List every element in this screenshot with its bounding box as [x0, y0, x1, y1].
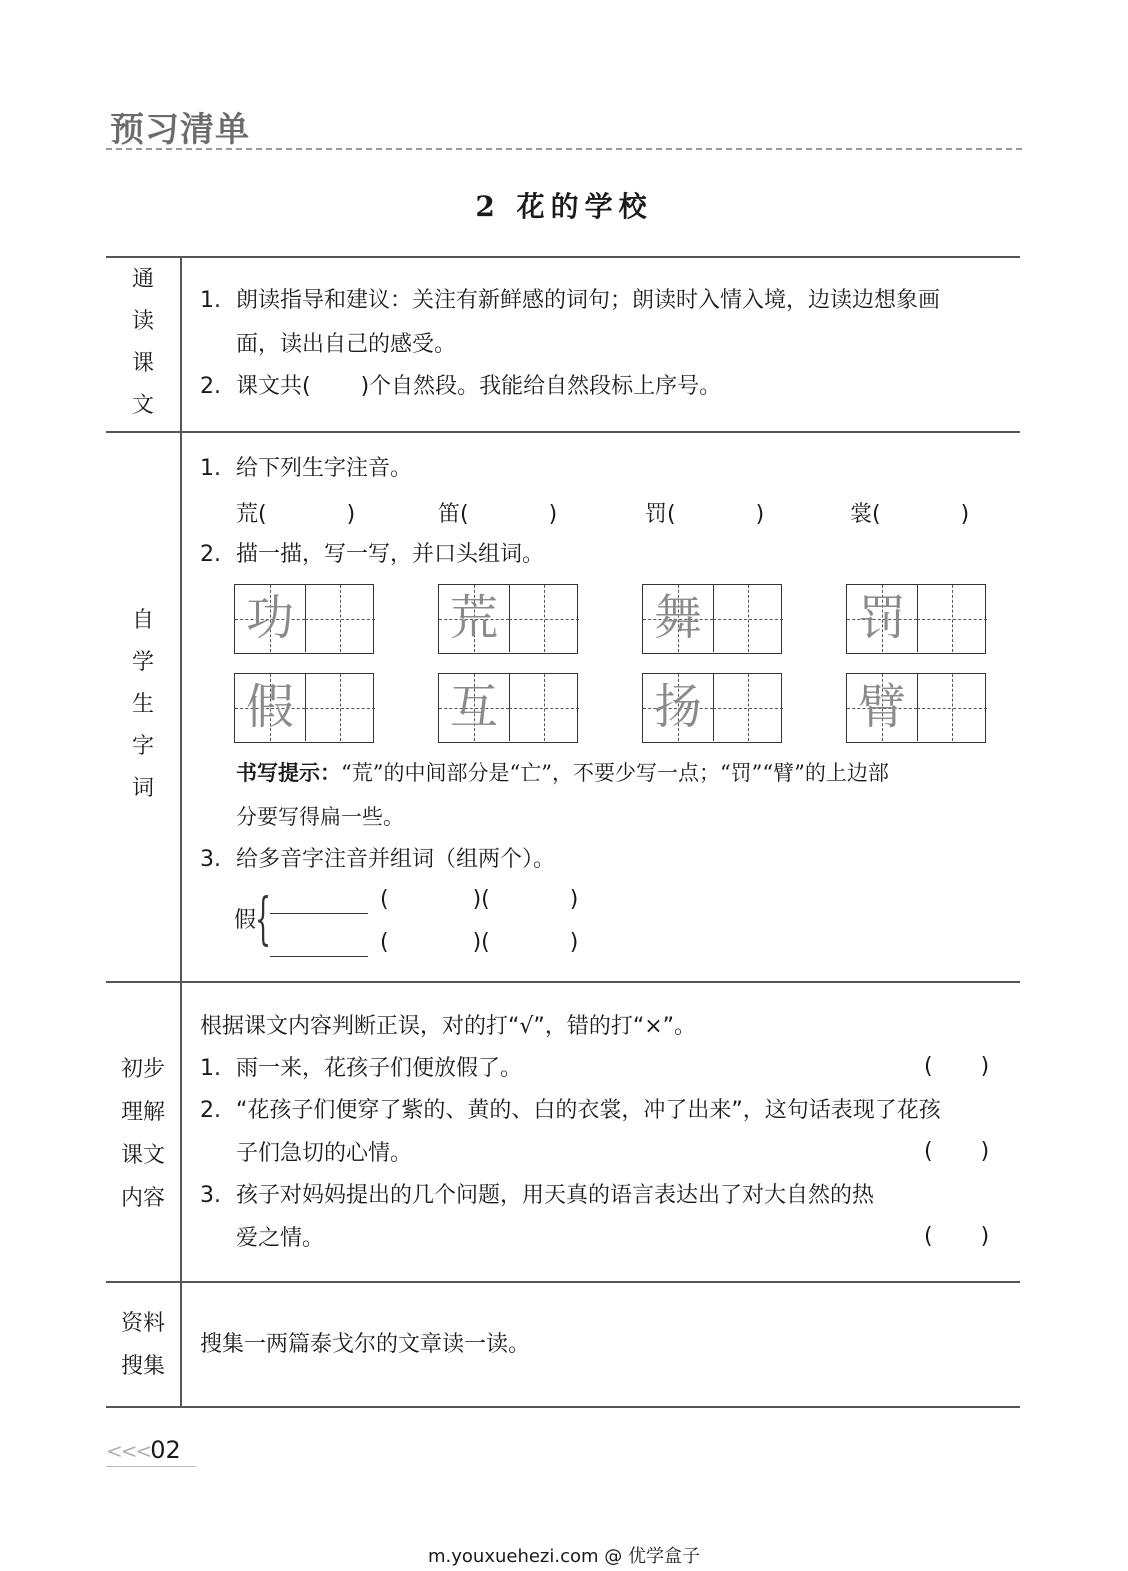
writing-grid[interactable]: [642, 584, 782, 654]
s3-intro: 根据课文内容判断正误，对的打“√”，错的打“×”。: [200, 1014, 697, 1039]
judge-blank-2[interactable]: ( ): [924, 1139, 990, 1164]
s2-q1: 1. 给下列生字注音。: [200, 456, 413, 481]
brace: {: [255, 887, 272, 952]
section-label-understanding: 初步 理解 课文 内容: [120, 1057, 165, 1211]
table-top-border: [106, 256, 1020, 258]
s2-q2: 2. 描一描，写一写，并口头组词。: [200, 542, 545, 567]
writing-grid[interactable]: [846, 673, 986, 743]
pinyin-line-2[interactable]: [270, 956, 368, 957]
writing-grid[interactable]: [234, 584, 374, 654]
pinyin-blank-2[interactable]: 笛( ): [438, 502, 558, 527]
pinyin-blank-3[interactable]: 罚( ): [645, 502, 765, 527]
polyphonic-character: 假: [234, 908, 257, 933]
s3-item-1: 1. 雨一来，花孩子们便放假了。: [200, 1056, 523, 1081]
word-blanks-2[interactable]: ( )( ): [380, 930, 579, 955]
table-bottom-border: [106, 1406, 1020, 1408]
writing-tip-line1: 书写提示：“荒”的中间部分是“亡”，不要少写一点；“罚”“臂”的上边部: [236, 761, 889, 785]
judge-blank-1[interactable]: ( ): [924, 1054, 990, 1079]
section-divider-3: [106, 1281, 1020, 1283]
writing-tip-label: 书写提示：: [236, 761, 341, 785]
s1-item-1-line2: 面，读出自己的感受。: [236, 332, 457, 357]
section-divider-2: [106, 981, 1020, 983]
page-header-title: 预习清单: [110, 110, 250, 150]
word-blanks-1[interactable]: ( )( ): [380, 887, 579, 912]
chevron-left-icon: <<<: [106, 1439, 151, 1463]
trace-character: 舞: [653, 590, 702, 646]
pinyin-blank-4[interactable]: 裳( ): [850, 502, 970, 527]
section-label-read-text: 通 读 课 文: [131, 267, 154, 418]
section-divider-1: [106, 431, 1020, 433]
s1-item-2: 2. 课文共( )个自然段。我能给自然段标上序号。: [200, 374, 722, 399]
writing-grid[interactable]: [846, 584, 986, 654]
pinyin-blank-1[interactable]: 荒( ): [236, 502, 356, 527]
s3-item-2-line1: 2. “花孩子们便穿了紫的、黄的、白的衣裳，冲了出来”，这句话表现了花孩: [200, 1098, 941, 1123]
trace-character: 扬: [653, 679, 702, 735]
section-label-research: 资料 搜集: [120, 1311, 165, 1379]
s3-item-3-line2: 爱之情。: [236, 1226, 325, 1251]
trace-character: 互: [449, 679, 498, 735]
section-label-self-study: 自 学 生 字 词: [131, 608, 154, 801]
s1-item-1-line1: 1. 朗读指导和建议：关注有新鲜感的词句；朗读时入情入境，边读边想象画: [200, 288, 941, 313]
s2-q3: 3. 给多音字注音并组词（组两个）。: [200, 847, 556, 872]
writing-grid[interactable]: [642, 673, 782, 743]
source-watermark: m.youxuehezi.com @ 优学盒子: [427, 1546, 700, 1567]
s3-item-2-line2: 子们急切的心情。: [236, 1141, 413, 1166]
label-column-divider: [180, 256, 182, 1407]
writing-grid[interactable]: [438, 673, 578, 743]
trace-character: 罚: [857, 590, 906, 646]
judge-blank-3[interactable]: ( ): [924, 1224, 990, 1249]
writing-grid[interactable]: [234, 673, 374, 743]
trace-character: 臂: [857, 679, 906, 735]
page-number: <<<02: [106, 1436, 181, 1464]
trace-character: 荒: [449, 590, 498, 646]
writing-tip-line2: 分要写得扁一些。: [236, 805, 404, 829]
s4-task: 搜集一两篇泰戈尔的文章读一读。: [200, 1332, 531, 1357]
footer-underline: [106, 1466, 196, 1467]
trace-character: 功: [245, 590, 294, 646]
lesson-title: 2 花的学校: [475, 190, 653, 223]
writing-grid[interactable]: [438, 584, 578, 654]
s3-item-3-line1: 3. 孩子对妈妈提出的几个问题，用天真的语言表达出了对大自然的热: [200, 1183, 875, 1208]
pinyin-line-1[interactable]: [270, 913, 368, 914]
trace-character: 假: [245, 679, 294, 735]
header-divider: [106, 148, 1022, 150]
